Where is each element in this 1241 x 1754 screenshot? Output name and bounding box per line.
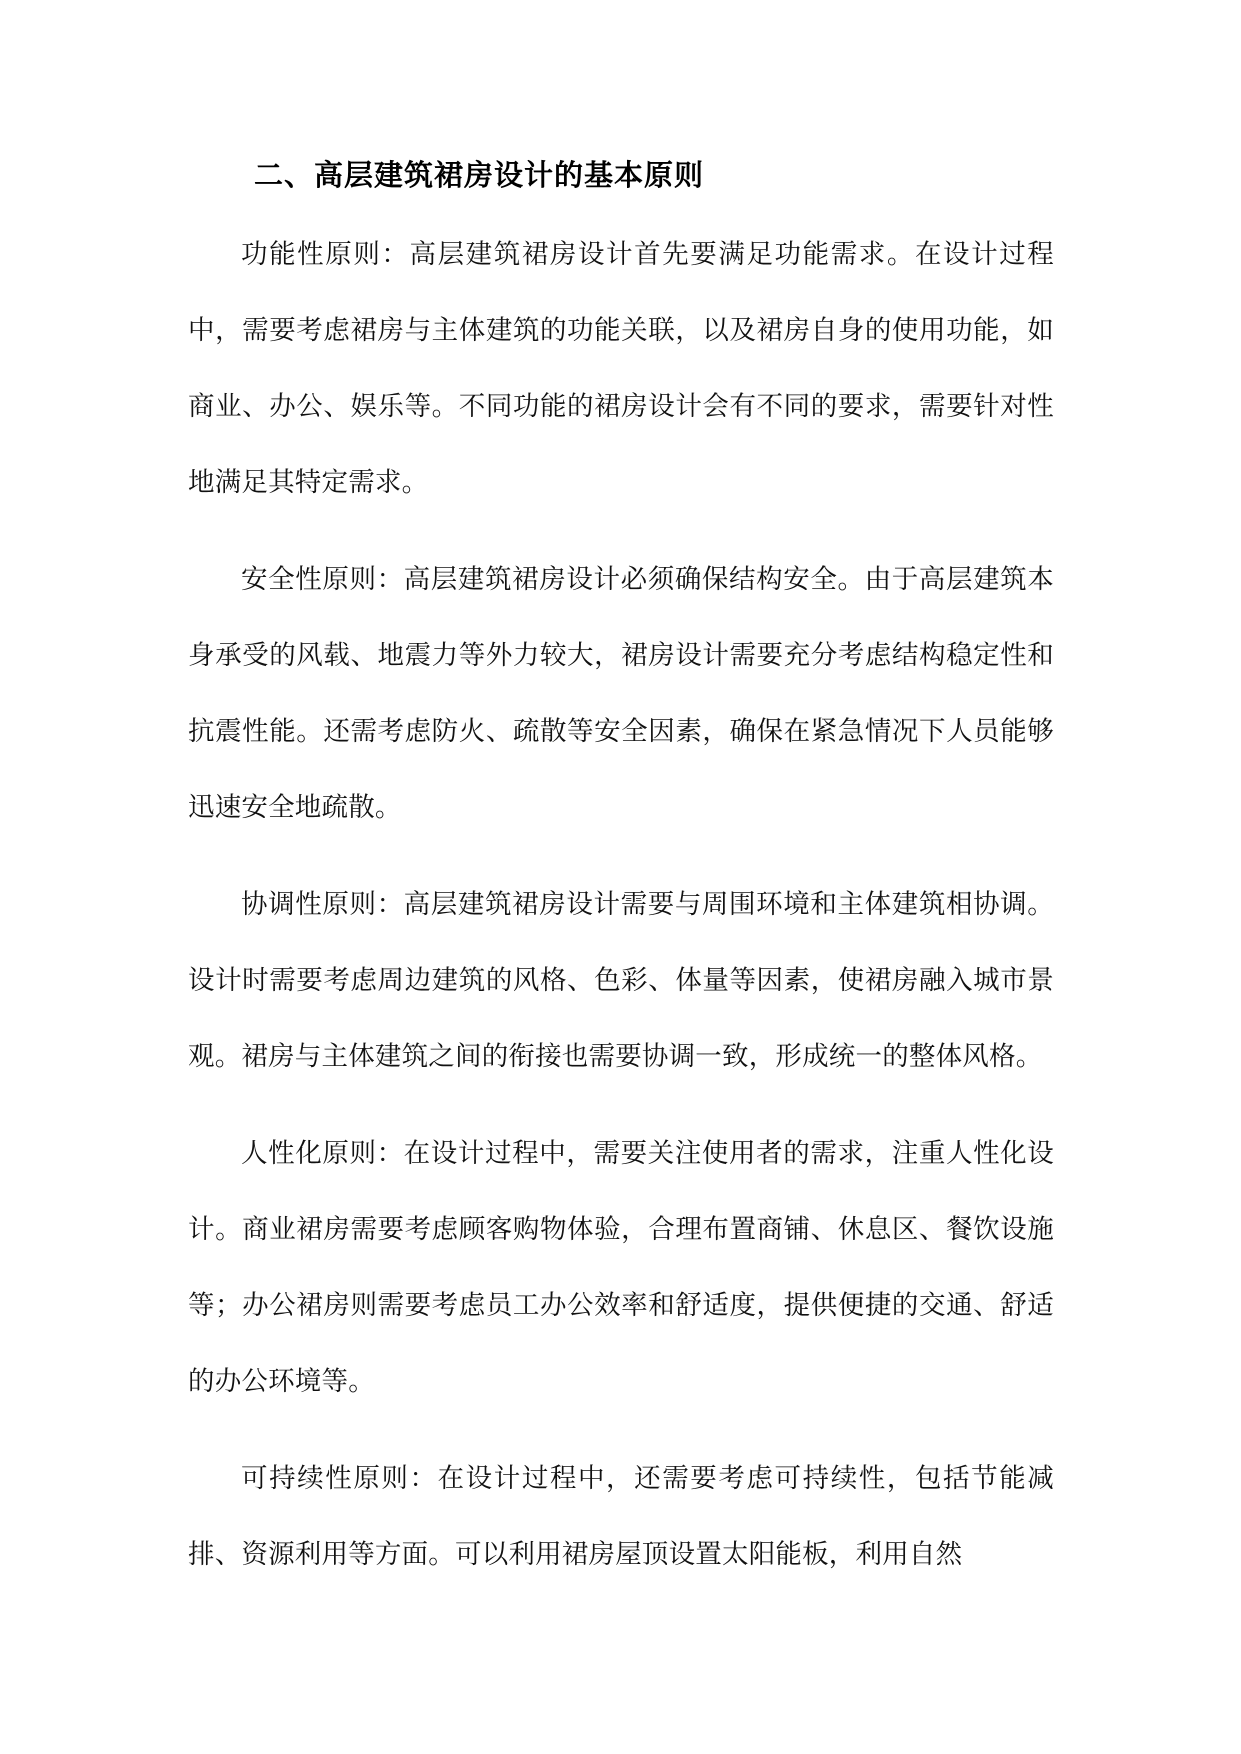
section-heading: 二、高层建筑裙房设计的基本原则 [254, 158, 705, 192]
paragraph-humanization-principle: 人性化原则：在设计过程中，需要关注使用者的需求，注重人性化设计。商业裙房需要考虑顾客购物体验，合理布置商铺、休息区、餐饮设施等；办公裙房则需要考虑员工办公效率和舒适度，提供便捷的交通、舒适的办公环境等。 [188, 1138, 1054, 1397]
paragraph-coordination-principle: 协调性原则：高层建筑裙房设计需要与周围环境和主体建筑相协调。设计时需要考虑周边建筑的风格、色彩、体量等因素，使裙房融入城市景观。裙房与主体建筑之间的衔接也需要协调一致，形成统一的整体风格。 [188, 889, 1054, 1072]
document-body [188, 150, 1054, 1593]
paragraph-safety-principle: 安全性原则：高层建筑裙房设计必须确保结构安全。由于高层建筑本身承受的风载、地震力等外力较大，裙房设计需要充分考虑结构稳定性和抗震性能。还需考虑防火、疏散等安全因素，确保在紧急情况下人员能够迅速安全地疏散。 [188, 564, 1054, 823]
paragraph-sustainability-principle: 可持续性原则：在设计过程中，还需要考虑可持续性，包括节能减排、资源利用等方面。可以利用裙房屋顶设置太阳能板，利用自然 [188, 1463, 1054, 1570]
paragraph-functionality-principle: 功能性原则：高层建筑裙房设计首先要满足功能需求。在设计过程中，需要考虑裙房与主体建筑的功能关联，以及裙房自身的使用功能，如商业、办公、娱乐等。不同功能的裙房设计会有不同的要求，需要针对性地满足其特定需求。 [188, 239, 1054, 498]
